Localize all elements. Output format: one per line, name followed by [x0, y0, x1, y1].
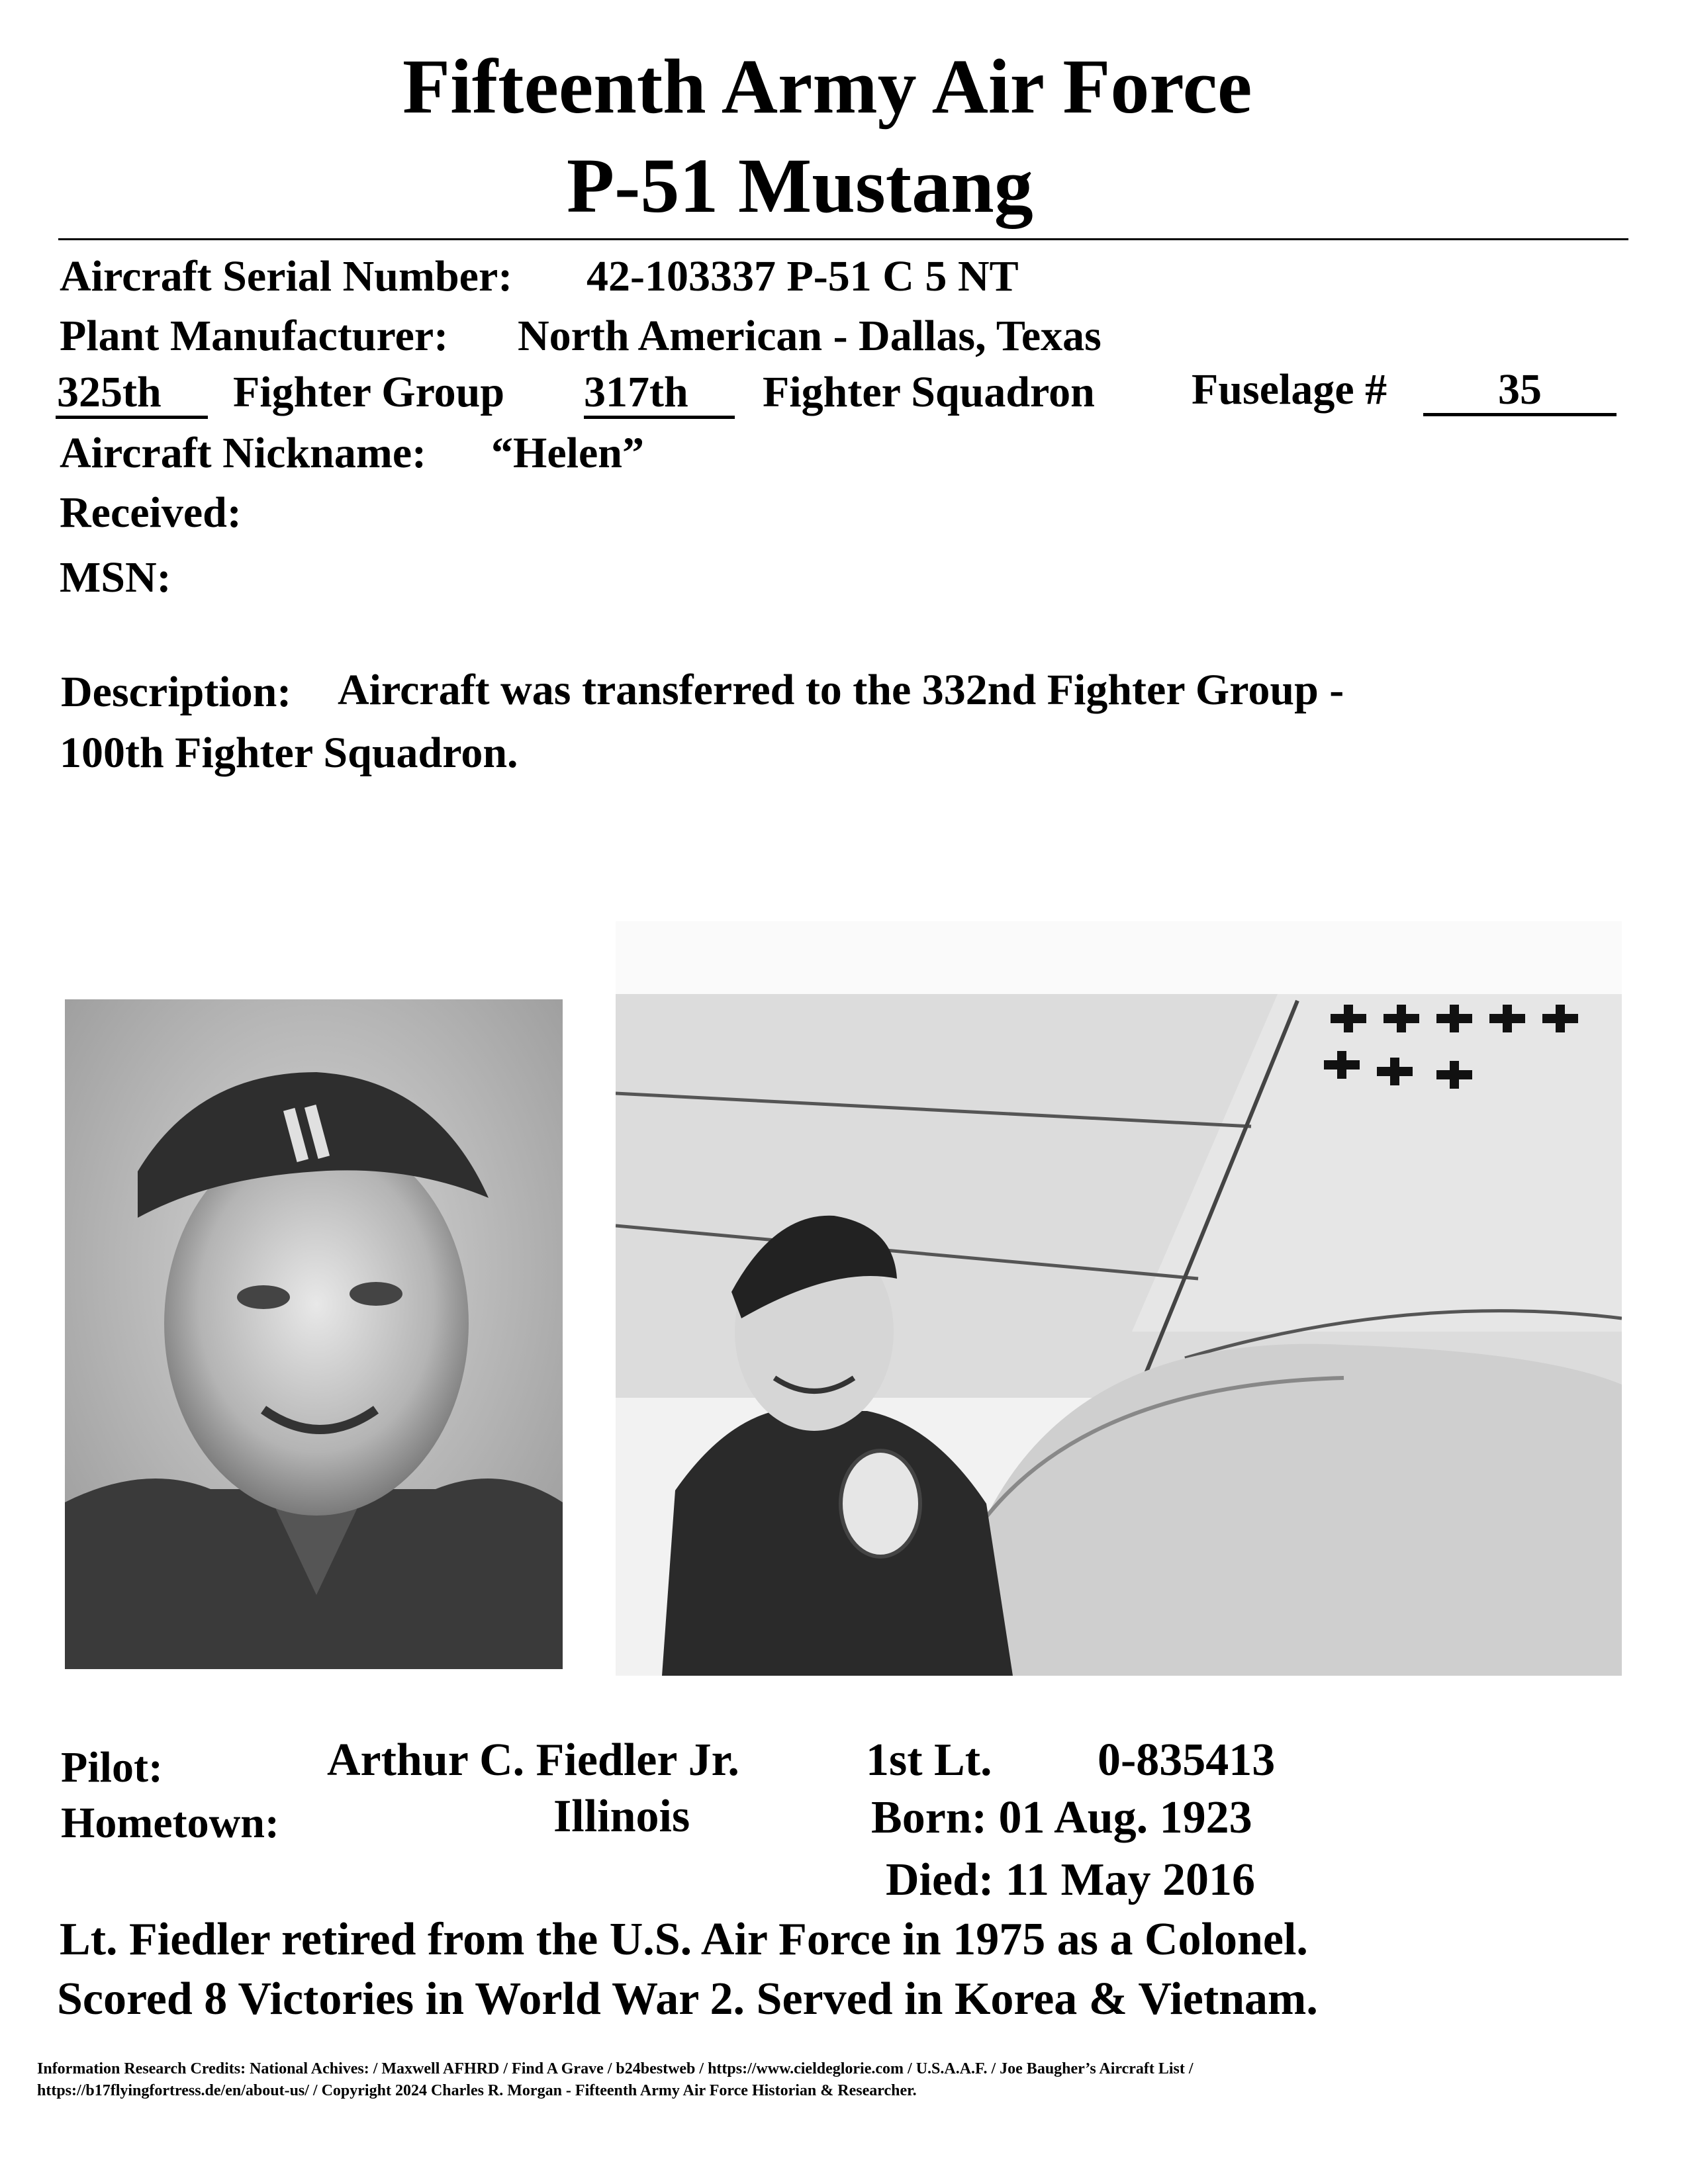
hometown-label: Hometown:	[61, 1799, 279, 1847]
fighter-group-label: Fighter Group	[233, 368, 505, 416]
description-line-2: 100th Fighter Squadron.	[60, 729, 518, 777]
manufacturer-value: North American - Dallas, Texas	[518, 312, 1102, 360]
pilot-label: Pilot:	[61, 1743, 163, 1792]
pilot-portrait-photo	[65, 999, 563, 1669]
fighter-squadron-label: Fighter Squadron	[763, 368, 1095, 416]
born-date: Born: 01 Aug. 1923	[871, 1792, 1252, 1843]
nickname-label: Aircraft Nickname:	[60, 429, 427, 477]
notes-line-2: Scored 8 Victories in World War 2. Served in Korea & Vietnam.	[57, 1974, 1318, 2025]
fighter-squadron-value: 317th	[584, 371, 735, 419]
title-divider	[58, 238, 1628, 240]
description-label: Description:	[61, 668, 292, 716]
pilot-name: Arthur C. Fiedler Jr.	[327, 1735, 739, 1786]
credits-line-2: https://b17flyingfortress.de/en/about-us/ / Copyright 2024 Charles R. Morgan - Fifteenth Army Air Force Historian & Researcher.	[37, 2082, 917, 2099]
serial-value: 42-103337 P-51 C 5 NT	[586, 252, 1019, 300]
serial-label: Aircraft Serial Number:	[60, 252, 513, 300]
msn-label: MSN:	[60, 553, 171, 602]
manufacturer-label: Plant Manufacturer:	[60, 312, 449, 360]
description-line-1: Aircraft was transferred to the 332nd Fighter Group -	[338, 666, 1344, 714]
fighter-group-value: 325th	[56, 371, 208, 419]
fighter-squadron-row	[584, 368, 735, 419]
fuselage-value: 35	[1423, 368, 1617, 416]
pilot-rank: 1st Lt.	[866, 1735, 992, 1786]
fuselage-label: Fuselage #	[1192, 365, 1387, 414]
died-date: Died: 11 May 2016	[886, 1854, 1256, 1905]
hometown-value: Illinois	[553, 1791, 690, 1842]
fighter-group-row	[56, 368, 208, 419]
pilot-with-aircraft-photo	[616, 921, 1622, 1676]
service-number: 0-835413	[1098, 1735, 1276, 1786]
notes-line-1: Lt. Fiedler retired from the U.S. Air Force in 1975 as a Colonel.	[60, 1914, 1308, 1965]
credits-line-1: Information Research Credits: National Achives: / Maxwell AFHRD / Find A Grave / b24bestweb / https://www.cieldeglorie.com / U.S.A.A.F. / Joe Baugher’s Aircraft List /	[37, 2060, 1194, 2077]
page-title: Fifteenth Army Air Force	[402, 43, 1252, 130]
nickname-value: “Helen”	[491, 429, 644, 477]
page-subtitle: P-51 Mustang	[567, 142, 1033, 229]
received-label: Received:	[60, 488, 242, 537]
fuselage-row	[1423, 365, 1617, 416]
